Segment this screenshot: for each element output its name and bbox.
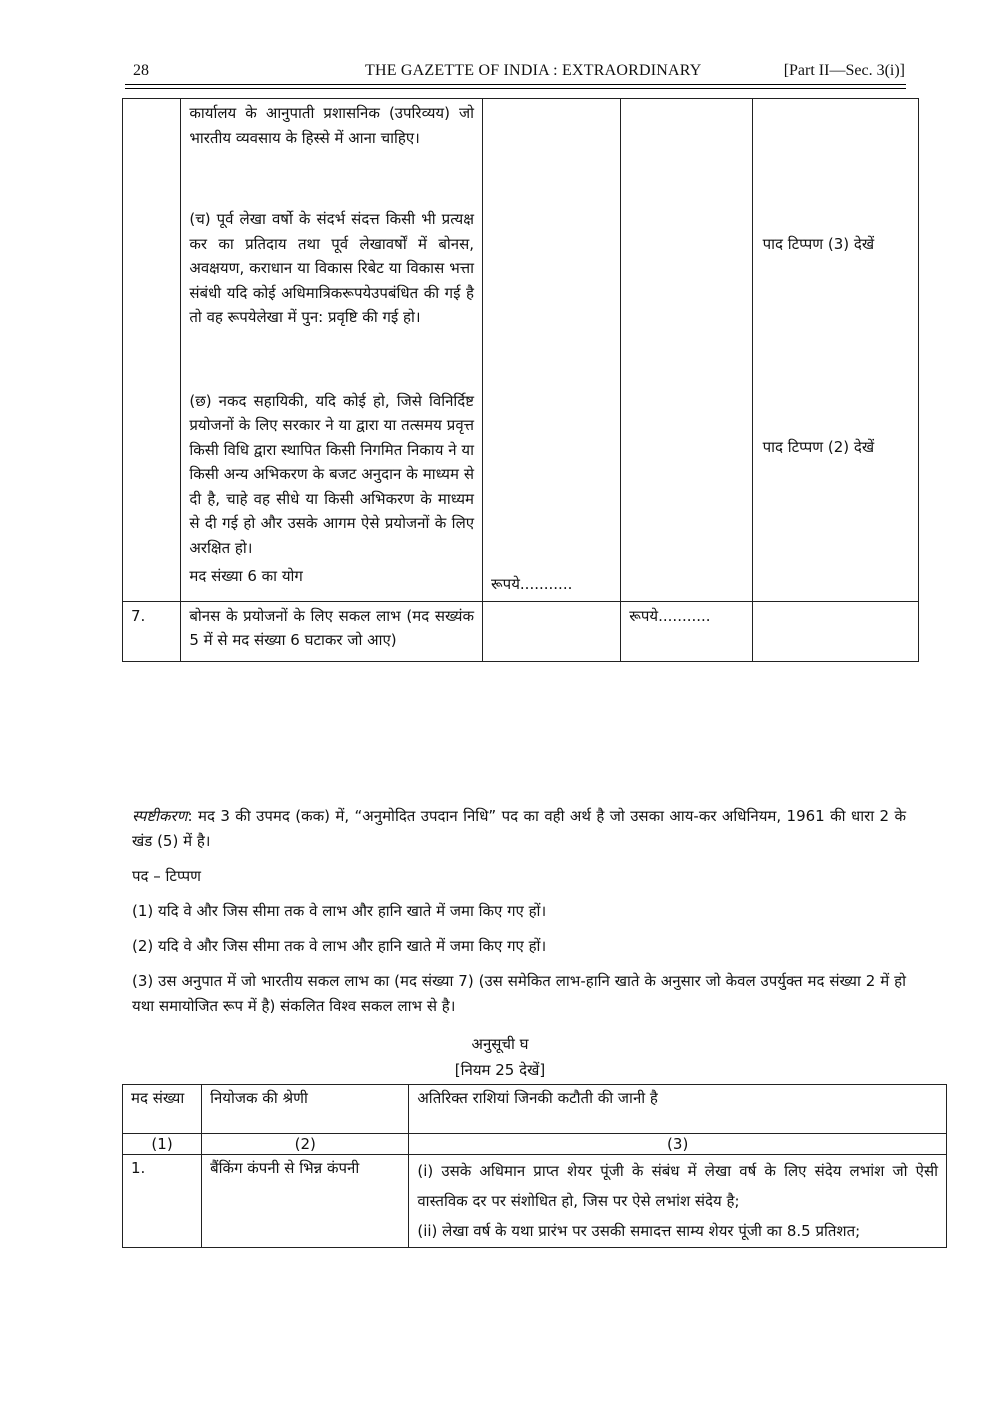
column-number: (2) xyxy=(202,1134,409,1155)
item-chha-text: (छ) नकद सहायिकी, यदि कोई हो, जिसे विनिर्दिष्ट प्रयोजनों के लिए सरकार ने या द्वारा या तत्समय प्रवृत्त किसी विधि द्वारा स्थापित किसी निगमित निकाय ने या किसी अन्य अभिकरण के बजट अनुदान के माध्यम से दी है, चाहे वह सीधे या किसी अभिकरण के माध्यम से दी गई हो और उसके आगम ऐसे प्रयोजनों के लिए अरक्षित हो। xyxy=(189,391,475,557)
bonus-computation-table xyxy=(122,98,919,662)
table-row xyxy=(123,1155,947,1248)
table-row xyxy=(123,99,919,602)
header-rule-top xyxy=(125,84,906,85)
explanation-paragraph xyxy=(132,804,906,854)
item-continuation-text: कार्यालय के आनुपाती प्रशासनिक (उपरिव्यय) जो भारतीय व्यवसाय के हिस्से में आना चाहिए। xyxy=(189,104,475,147)
employer-category: बैंकिंग कंपनी से भिन्न कंपनी xyxy=(202,1155,409,1248)
table-row xyxy=(123,601,919,661)
column-number: (3) xyxy=(409,1134,947,1155)
page-number: 28 xyxy=(133,62,149,79)
table-header-row xyxy=(123,1085,947,1134)
column-header-item-number: मद संख्या xyxy=(123,1085,202,1134)
schedule-rule-reference: [नियम 25 देखें] xyxy=(454,1061,546,1079)
footnote-1: (1) यदि वे और जिस सीमा तक वे लाभ और हानि खाते में जमा किए गए हों। xyxy=(132,902,547,920)
item6-total-label: मद संख्या 6 का योग xyxy=(189,567,303,585)
explanation-section xyxy=(132,804,906,1029)
page-header xyxy=(133,62,905,84)
column-header-additional-deductions: अतिरिक्त राशियां जिनकी कटौती की जानी है xyxy=(409,1085,947,1134)
header-rule-bottom xyxy=(125,88,906,89)
explanation-text: : मद 3 की उपमद (कक) में, “अनुमोदित उपदान निधि” पद का वही अर्थ है जो उसका आय-कर अधिनियम, 1961 की धारा 2 के खंड (5) में है। xyxy=(132,807,906,850)
footnote-ref-2: पाद टिप्पण (2) देखें xyxy=(762,438,875,456)
footnotes-heading: पद – टिप्पण xyxy=(132,867,201,885)
schedule-title: अनुसूची घ xyxy=(471,1035,529,1053)
column-number: (1) xyxy=(123,1134,202,1155)
footnote-3: (3) उस अनुपात में जो भारतीय सकल लाभ का (मद संख्या 7) (उस समेकित लाभ-हानि खाते के अनुसार जो केवल उपर्युक्त मद संख्या 2 में हो यथा समायोजित रूप में है) संकलित विश्व सकल लाभ से है। xyxy=(132,972,906,1015)
item-number: 1. xyxy=(123,1155,202,1248)
item-cha-text: (च) पूर्व लेखा वर्षो के संदर्भ संदत्त किसी भी प्रत्यक्ष कर का प्रतिदाय तथा पूर्व लेखावर्षों में बोनस, अवक्षयण, कराधान या विकास रिबेट या विकास भत्ता संबंधी यदि कोई अधिमात्रिकरूपयेउपबंधित की गई है तो वह रूपयेलेखा में पुन: प्रवृष्टि की गई हो। xyxy=(189,210,475,326)
deduction-item-i: (i) उसके अधिमान प्राप्त शेयर पूंजी के संबंध में लेखा वर्ष के लिए संदेय लभांश जो ऐसी वास्तविक दर पर संशोधित हो, जिस पर ऐसे लभांश संदेय है; xyxy=(417,1162,938,1210)
item6-total-amount: रूपये........... xyxy=(491,575,573,593)
explanation-label: स्पष्टीकरण xyxy=(132,807,188,825)
gazette-title: THE GAZETTE OF INDIA : EXTRAORDINARY xyxy=(365,62,702,79)
footnote-ref-3: पाद टिप्पण (3) देखें xyxy=(762,235,875,253)
schedule-table xyxy=(122,1084,947,1248)
footnote-2: (2) यदि वे और जिस सीमा तक वे लाभ और हानि खाते में जमा किए गए हों। xyxy=(132,937,547,955)
deduction-item-ii: (ii) लेखा वर्ष के यथा प्रारंभ पर उसकी समादत्त साम्य शेयर पूंजी का 8.5 प्रतिशत; xyxy=(417,1222,861,1240)
column-number-row xyxy=(123,1134,947,1155)
column-header-employer-category: नियोजक की श्रेणी xyxy=(202,1085,409,1134)
part-section: [Part II—Sec. 3(i)] xyxy=(783,62,905,79)
item7-amount: रूपये........... xyxy=(621,601,752,661)
item7-text: बोनस के प्रयोजनों के लिए सकल लाभ (मद सख्यंक 5 में से मद संख्या 6 घटाकर जो आए) xyxy=(181,601,483,661)
item-number: 7. xyxy=(123,601,181,661)
